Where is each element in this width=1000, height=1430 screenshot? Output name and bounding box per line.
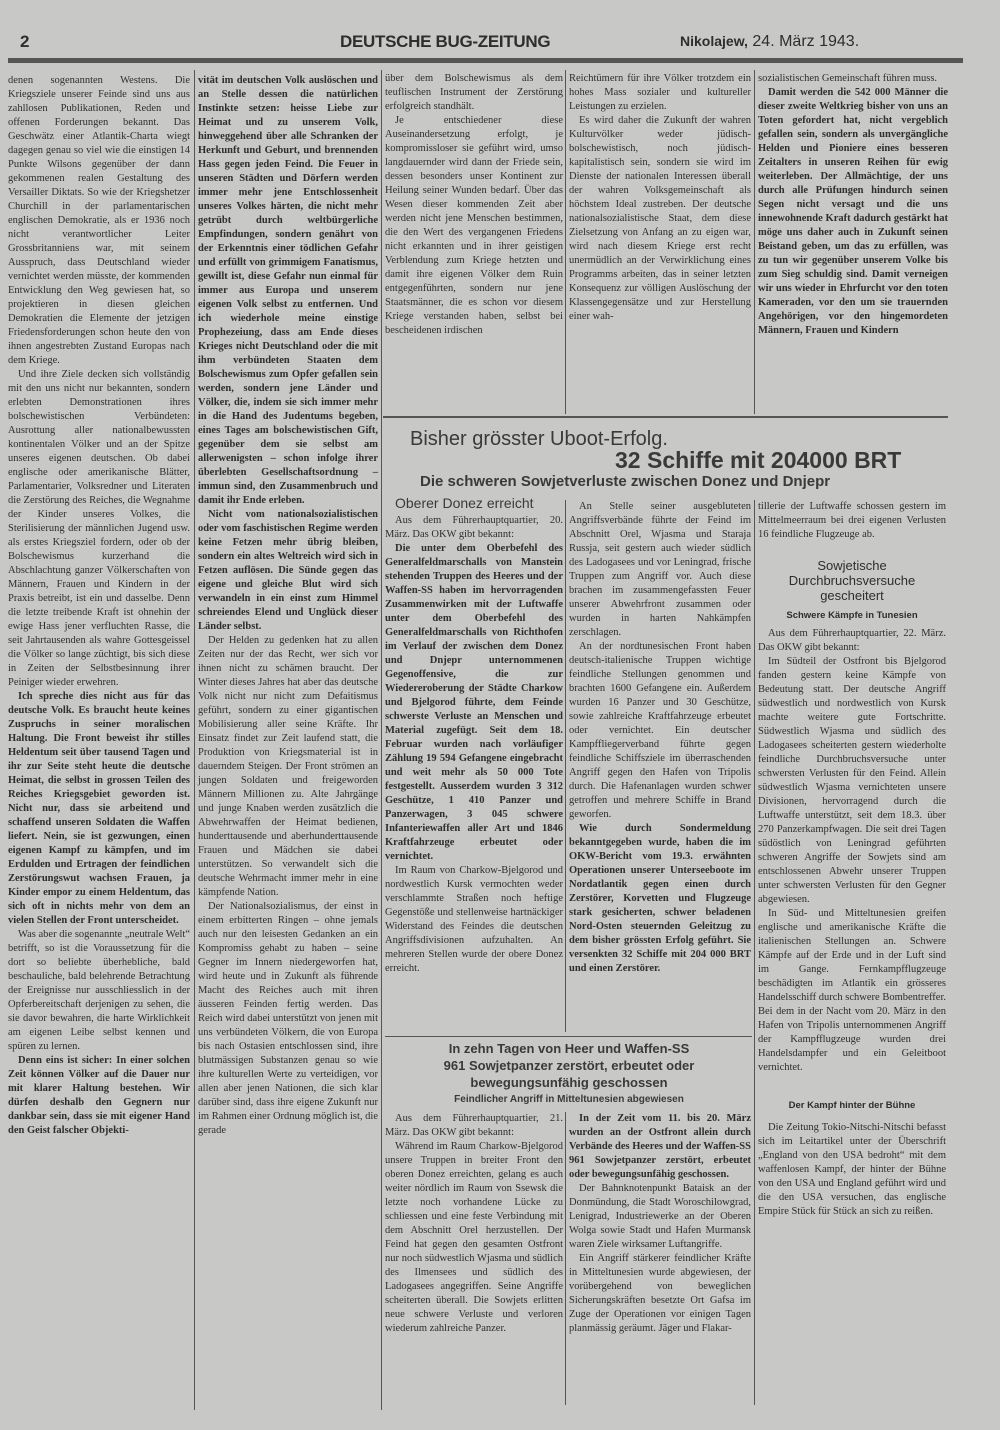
paragraph: Ein Angriff stärkerer feindlicher Kräfte in Mitteltunesien wurde abgewiesen, der vorübergehend von beweglichen Sicherungskräften besetzte Ort Gafsa im Zuge der Operationen vor einigen Tagen planmässig geräumt. Jäger und Flakar- [569,1253,751,1334]
date: 24. März 1943. [752,33,860,50]
paragraph: Nicht vom nationalsozialistischen oder vom faschistischen Regime werden keine Fetzen mehr übrig bleiben, sondern ein altes Weltreich wird sich in Fetzen auflösen. Die Sünde gegen das eigene und gleiche Blut wird sich verwandeln in ein einst zum Himmel schreiendes Elend und Unglück dieser Länder selbst. [198,509,378,632]
section-headline: Der Kampf hinter der Bühne [788,1100,916,1111]
headline-3: Die schweren Sowjetverluste zwischen Donez und Dnjepr [420,473,831,490]
column-rule [565,1112,566,1405]
paragraph: Während im Raum Charkow-Bjelgorod unsere Truppen in breiter Front den oberen Donez erreichten, gelang es auch weiter nördlich im Raum von Ssewsk die letzte noch vorhandene Lücke zu schliessen und eine feste Verbindung mit dem Abschnitt Orel herzustellen. Der Feind hat gegen den gesamten Ostfront nur noch südwestlich Wjasma und südlich des Ilmensees und südlich des Ladogasees angegriffen. Seine Angriffe scheiterten überall. Die Sowjets erlitten neue schwere Verluste und verloren wiederum zahlreiche Panzer. [385,1141,563,1334]
column-rule [754,70,755,414]
paragraph: In der Zeit vom 11. bis 20. März wurden an der Ostfront allein durch Verbände des Heeres und der Waffen-SS 961 Sowjetpanzer zerstört, erbeutet oder bewegungsunfähig geschossen. [569,1113,751,1180]
column-1 [8,74,190,1138]
paragraph: Wie durch Sondermeldung bekanntgegeben wurde, haben die im OKW-Bericht vom 19.3. erwähnten Operationen unserer Unterseeboote im Nordatlantik gegen einen durch Zerstörer, Korvetten und Flugzeuge stark gesicherten, schwer beladenen Nord-Osten steuernden Geleitzug zu dem bisher grössten Erfolg geführt. Sie versenkten 32 Schiffe mit 204 000 BRT und einen Zerstörer. [569,823,751,974]
headline-line: 961 Sowjetpanzer zerstört, erbeutet oder [443,1058,695,1073]
paragraph: Im Raum von Charkow-Bjelgorod und nordwestlich Kursk vermochten weder verschlammte Straßen noch heftige Gegenstöße und stellenweise hartnäckiger Widerstand des Feindes die deutschen Angriffsdivisionen aufzuhalten. An mehreren Stellen wurde der obere Donez erreicht. [385,865,563,974]
paragraph: Ich spreche dies nicht aus für das deutsche Volk. Es braucht heute keines Zuspruchs in seiner moralischen Haltung. Die Front beweist ihr stilles Heldentum seit über tausend Tagen und ihr zur Seite steht heute die deutsche Heimat, die selbst in grossen Teilen des Reiches Kriegsgebiet geworden ist. Nicht nur, dass sie arbeitend und schaffend unseren Soldaten die Waffen liefert. Nein, sie ist gezwungen, einen eigenen Kampf zu kämpfen, und im Erdulden und Ertragen der feindlichen Zerstörungswut wachsen Frauen, ja Kinder empor zu einem Heldentum, das sich oft in nichts mehr von dem an vielen Stellen der Front unterscheidet. [8,691,190,926]
paragraph: Die Zeitung Tokio-Nitschi-Nitschi befasst sich im Leitartikel unter der Überschrift „England von den USA bedroht“ mit dem waffenlosen Kampf, der hinter der Bühne von den USA und England geführt wird und die den USA versuchen, das englische Empire Stück für Stück an sich zu reißen. [758,1122,946,1217]
paragraph: Reichtümern für ihre Völker trotzdem ein hohes Mass sozialer und kultureller Leistungen zu erzielen. [569,73,751,112]
paragraph: Je entschiedener diese Auseinandersetzung erfolgt, je kompromissloser sie geführt wird, umso langdauernder wird dann der Friede sein, dessen besonders unser Kontinent zur Heilung seiner Wunden bedarf. Über das Wesen dieser kommenden Zeit aber werden nicht jene Menschen bestimmen, die den Wert des vergangenen Friedens nicht erkannten und in ihrer geistigen Verblendung zum Kriege hetzten und damit ihre eigenen Völker dem Ruin entgegenführten, sondern nur jene Staatsmänner, die es schon vor diesem Kriege verstanden haben, selbst bei bescheidenen irdischen [385,115,563,336]
section-rule [383,416,948,418]
column-3-top [385,72,563,338]
column-5-lower [758,500,946,1219]
paragraph: über dem Bolschewismus als dem teuflischen Instrument der Zerstörung erfolgreich standhält. [385,73,563,112]
column-rule [565,500,566,1032]
page-number: 2 [20,32,30,51]
headline-line: In zehn Tagen von Heer und Waffen-SS [448,1041,690,1056]
paragraph: Im Südteil der Ostfront bis Bjelgorod fanden gestern keine Kämpfe von Bedeutung statt. Der deutsche Angriff südwestlich und nordwestlich von Kursk machte weitere gute Fortschritte. Südwestlich Wjasma und südlich des Ladogasees scheiterten gestern wiederholte feindliche Durchbruchsversuche unter schwersten Verlusten für den Feind. Allein südwestlich Wjasma vernichteten unsere Divisionen, hervorragend durch die Luftwaffe unterstützt, seit dem 18.3. über 270 Panzerkampfwagen. Die seit drei Tagen südöstlich von Leningrad geführten schweren Angriffe der Sowjets sind am entschlossenen Abwehr unserer Truppen unter schwersten Verlusten für den Gegner abgewiesen. [758,656,946,905]
paragraph: tillerie der Luftwaffe schossen gestern im Mittelmeerraum bei drei eigenen Verlusten 16 feindliche Flugzeuge ab. [758,501,946,540]
paragraph: Es wird daher die Zukunft der wahren Kulturvölker weder jüdisch-bolschewistisch, noch jüdisch-kapitalistisch sein, sondern sie wird im Dienste der nationalen Interessen überall der wahren Volksgemeinschaft als höchstem Ideal zustreben. Der deutsche nationalsozialistische Staat, dem diese Zielsetzung von Anfang an zu eigen war, wird nach diesem Kriege erst recht unermüdlich an der Verwirklichung eines Programms arbeiten, das in seiner letzten Konsequenz zur völligen Auslöschung der Klassengegensätze und zur Herstellung einer wah- [569,115,751,322]
column-rule [381,70,382,1410]
paragraph: Aus dem Führerhauptquartier, 22. März. Das OKW gibt bekannt: [758,628,946,653]
headline-line: bewegungsunfähig geschossen [470,1075,668,1090]
paragraph: Und ihre Ziele decken sich vollständig mit den uns nicht nur bekannten, sondern erlebten Demonstrationen ihres bolschewistischen Verbündeten: Ausrottung aller nationalbewussten kontinentalen Völker und an der Spitze unseres eigenen deutschen. Ob dabei englische oder amerikanische Blätter, Parlamentarier, Volksredner und Literaten die Zerstörung des Reiches, die Wegnahme der Kinder unseres Volkes, die Sterilisierung der männlichen Jugend usw. als erstes Kriegsziel fordern, oder ob der Bolschewismus kurzerhand die Abschlachtung ganzer Völkerschaften von Männern, Frauen und Kindern in der Praxis betreibt, ist ein und dasselbe. Denn die letzte treibende Kraft ist ohnehin der ewige Hass jener verfluchten Rasse, die seit Jahrtausenden als wahre Gottesgeissel die Völker so lange züchtigt, bis sich diese in Zeiten der Selbstbesinnung ihrer Peiniger wieder erwehren. [8,369,190,688]
paragraph: Die unter dem Oberbefehl des Generalfeldmarschalls von Manstein stehenden Truppen des Heeres und der Waffen-SS haben im hervorragenden Zusammenwirken mit der Luftwaffe unter dem Oberbefehl des Generalfeldmarschalls von Richthofen im Verlauf der zwischen dem Donez und Dnjepr unternommenen Gegenoffensive, die zur Wiedereroberung der Städte Charkow und Bjelgorod führte, dem Feinde schwerste Verluste an Menschen und Material zugefügt. Seit dem 18. Februar wurden nach vorläufiger Zählung 19 594 Gefangene eingebracht und weit mehr als 50 000 Tote festgestellt. Ausserdem wurden 3 312 Geschütze, 1 410 Panzer und Panzerwagen, 3 045 schwere Infanteriewaffen aller Art und 1846 Kraftfahrzeuge erbeutet oder vernichtet. [385,543,563,862]
paragraph: Der Nationalsozialismus, der einst in einem erbitterten Ringen – ohne jemals auch nur den leisesten Gedanken an ein Kompromiss gehabt zu haben – seine Gegner im Innern niedergeworfen hat, wird heute und in Zukunft als führende Macht des Reiches auch mit ihren äusseren Feinden fertig werden. Das Reich wird dabei unterstützt von jenen mit uns verbündeten Völkern, die von Europa bis nach Ostasien entschlossen sind, ihre blutmässigen Substanzen genau so wie ihre kulturellen Werte zu verteidigen, vor allen aber jenen Nationen, die sich klar darüber sind, dass ihre eigene Zukunft nur im Rahmen einer Ordnung möglich ist, die gerade [198,901,378,1136]
newspaper-title: DEUTSCHE BUG-ZEITUNG [340,32,551,51]
paragraph: Aus dem Führerhauptquartier, 20. März. Das OKW gibt bekannt: [385,515,563,540]
article-2-column-3 [385,1112,563,1336]
article-1-column-3 [385,514,563,976]
paragraph: Denn eins ist sicher: In einer solchen Zeit können Völker auf die Dauer nur mit klarer Haltung bestehen. Wir dürfen deshalb den Gegnern nur dankbar sein, dass sie mit eigener Hand den Geist falscher Objekti- [8,1055,190,1136]
paragraph: Was aber die sogenannte „neutrale Welt“ betrifft, so ist die Voraussetzung für die dort so beliebte überhebliche, bald beschauliche, bald belehrende Betrachtung der Ereignisse nur ausschliesslich in der Opferbereitschaft derjenigen zu sehen, die sie davor bewahren, die harte Wirklichkeit am eigenen Leibe selbst kennen und spüren zu lernen. [8,929,190,1052]
paragraph: Aus dem Führerhauptquartier, 21. März. Das OKW gibt bekannt: [385,1113,563,1138]
column-rule [754,500,755,1405]
article-2-subhead: Feindlicher Angriff in Mitteltunesien abgewiesen [454,1094,684,1105]
section-subhead: Schwere Kämpfe in Tunesien [786,610,918,621]
paragraph: Damit werden die 542 000 Männer die dieser zweite Weltkrieg bisher von uns an Toten gefordert hat, nicht vergeblich gefallen sein, sondern als unvergängliche Helden und Pioniere eines besseren Zeitalters in unseren Reihen für ewig weiterleben. Der Allmächtige, der uns durch alle Prüfungen hindurch seinen Segen nicht versagt und die uns innewohnende Kraft dadurch gestärkt hat möge uns daher auch in Zukunft seinen Beistand geben, um das zu erfüllen, was zu tun wir gegenüber unserem Volke bis zum Sieg schuldig sind. Damit verneigen wir uns wieder in Ehrfurcht vor den toten Kameraden, vor den um sie trauernden Angehörigen, vor den hingemordeten Männern, Frauen und Kindern [758,87,948,336]
paragraph: Der Bahnknotenpunkt Bataisk an der Donmündung, die Stadt Woroschilowgrad, Lenigrad, Industriewerke an der Oberen Wolga sowie Stadt und Hafen Murmansk waren Ziele wirksamer Luftangriffe. [569,1183,751,1250]
paragraph: sozialistischen Gemeinschaft führen muss. [758,73,938,84]
article-1-column-4 [569,500,751,976]
column-4-top [569,72,751,324]
paragraph: Der Helden zu gedenken hat zu allen Zeiten nur der das Recht, wer sich vor ihnen nicht zu schämen braucht. Der Winter dieses Jahres hat aber das deutsche Volk nicht nur nicht zum Defaitismus geführt, sondern zu einer gigantischen Mobilisierung aller seine Kräfte. Ihr Einsatz findet zur Zeit laufend statt, die Produktion von Kriegsmaterial ist in dauerndem Steigen. Der Front strömen an jungen Soldaten und freigeworden Männern Millionen zu. Alte Jahrgänge und junge Knaben werden zusätzlich die Abwehrwaffen der Heimat bedienen, hunderttausende und aberhunderttausende Frauen und Mädchen sie dabei unterstützen. So verwandelt sich die deutsche Wehrmacht immer mehr in eine kämpfende Nation. [198,635,378,898]
masthead-rule [8,58,963,63]
column-5-top [758,72,948,338]
paragraph: In Süd- und Mitteltunesien greifen englische und amerikanische Kräfte die italienischen Stellungen an. Schwere Kämpfe auf der Erde und in der Luft sind im Gange. Fernkampfflugzeuge beschädigten im Atlantik ein grösseres Handelsschiff durch schwere Bombentreffer. Bei dem in der Nacht vom 20. März in den Hafen von Tripolis unternommenen Angriff der Kampfflugzeuge wurden drei Handelsdampfer und ein Geleitboot vernichtet. [758,908,946,1073]
paragraph: An Stelle seiner ausgebluteten Angriffsverbände führte der Feind im Abschnitt Orel, Wjasma und Staraja Russja, seit gestern auch wieder südlich des Ladogasees und vor Leningrad, frische Truppen zum Angriff vor. Auch diese brachen im zusammengefassten Feuer unserer Abwehrfront zusammen oder wurden in harten Nahkämpfen zerschlagen. [569,501,751,638]
subhead: Oberer Donez erreicht [395,495,534,511]
section-headline: Sowjetische Durchbruchsversuche gescheitert [788,558,916,603]
column-rule [194,70,195,1410]
paragraph: denen sogenannten Westens. Die Kriegsziele unserer Feinde sind uns aus zahllosen Publikationen, Reden und offenen Forderungen bekannt. Das Geschwätz einer Atlantik-Charta wiegt dagegen genau so viel wie die einstigen 14 Punkte Wilsons gegenüber der dann gekommenen realen Gestaltung des Versailler Diktats. So wie der Kriegshetzer Churchill in der parlamentarischen englischen Demokratie, als er 1936 noch nicht verantwortlicher Leiter Grossbritanniens war, mit seinem Ausspruch, dass Deutschland wieder vernichtet werden müsste, der kommenden Entwicklung den Weg gewiesen hat, so projektieren in diesen gleichen Demokratien die Elemente der jetzigen Friedensforderungen schon heute den von ihnen angestrebten Zustand Europas nach dem Kriege. [8,75,190,366]
section-rule [385,1036,752,1037]
headline-1: Bisher grösster Uboot-Erfolg. [410,428,668,450]
paragraph: An der nordtunesischen Front haben deutsch-italienische Truppen wichtige feindliche Stellungen genommen und brachten 1600 Gefangene ein. Außerdem wurden 16 Panzer und 30 Geschütze, sowie zahlreiche Kraftfahrzeuge erbeutet oder vernichtet. Ein deutscher Kampffliegerverband führte gegen feindliche Schiffsziele im überraschenden Angriff gegen den Hafen von Tripolis durch. Die Hafenanlagen wurden schwer getroffen und mehrere Schiffe in Brand geworfen. [569,641,751,820]
column-rule [565,70,566,414]
place: Nikolajew, [680,33,748,49]
masthead [0,30,1000,54]
dateline [680,33,859,51]
headline-2: 32 Schiffe mit 204000 BRT [615,447,902,473]
article-2-column-4 [569,1112,751,1336]
column-2 [198,74,378,1138]
paragraph: vität im deutschen Volk auslöschen und an Stelle dessen die natürlichen Instinkte setzen: heisse Liebe zur Heimat und zu unserem Volk, hinweggehend über alle Schranken der Herkunft und Geburt, und brennenden Hass gegen jeden Feind. Die Feuer in unseren Städten und Dörfern werden immer mehr jene Entschlossenheit unseres Volkes härten, die nicht mehr getrübt durch weltbürgerliche Empfindungen, sondern genährt von der Erkenntnis einer tödlichen Gefahr und erfüllt von grimmigem Fanatismus, gewillt ist, diese Gefahr nun einmal für immer aus Europa und unserem eigenen Volk selbst zu entfernen. Und ich wiederhole meine einstige Prophezeiung, dass am Ende dieses Krieges nicht Deutschland oder die mit ihm verbündeten Staaten dem Bolschewismus zum Opfer gefallen sein werden, sondern jene Länder und Völker, die, indem sie sich immer mehr in die Hand des Judentums begeben, eines Tages am bolschewistischen Gift, gegenüber dem sie selbst am allerwenigsten – schon infolge ihrer überlebten Gesellschaftsordnung – immun sind, den Zusammenbruch und damit ihr Ende erleben. [198,75,378,506]
article-2-headline [385,1040,753,1091]
